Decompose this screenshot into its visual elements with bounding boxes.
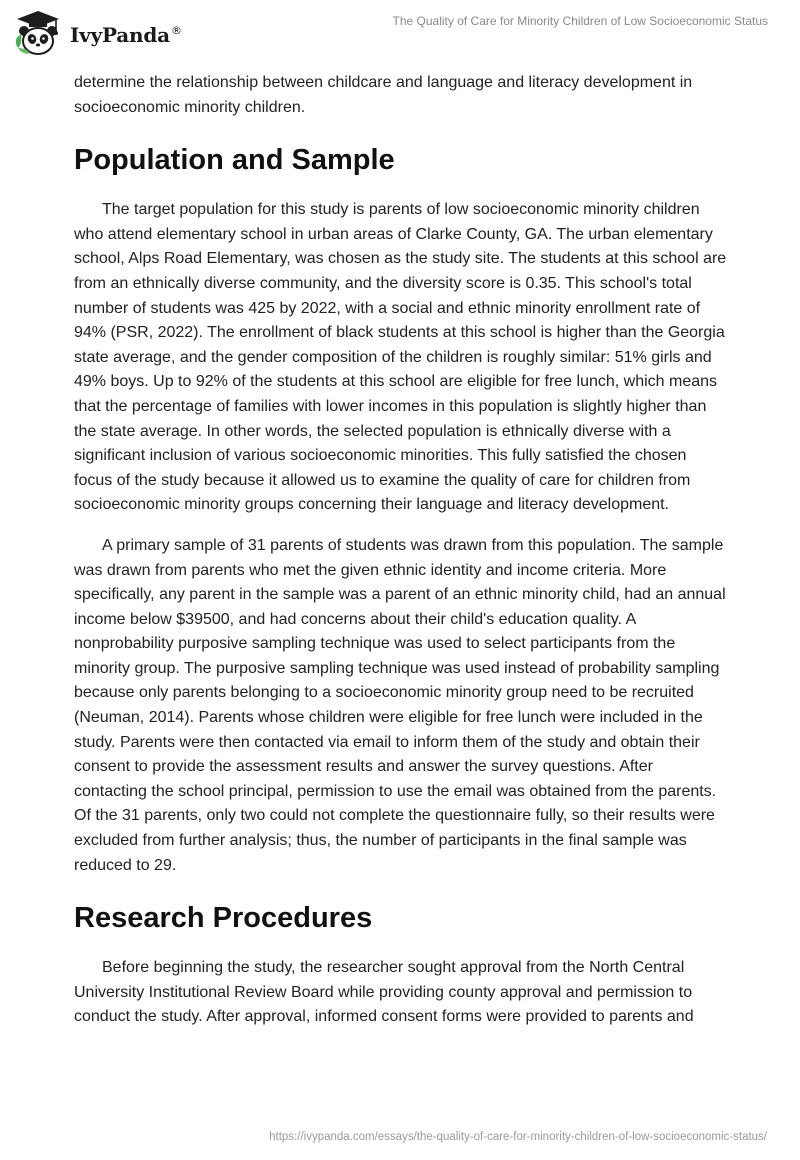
intro-paragraph: determine the relationship between childcare and language and literacy development in socioeconomic minority children. xyxy=(74,74,693,116)
document-title: The Quality of Care for Minority Children of Low Socioeconomic Status xyxy=(392,14,768,28)
paragraph-population-1: The target population for this study is parents of low socioeconomic minority children who attend elementary school in urban areas of Clarke County, GA. The urban elementary school, Alps Road Elementary, was chosen as the study site. The students at this school are from an ethnically diverse community, and the diversity score is 0.35. This school's total number of students was 425 by 2022, with a social and ethnic minority enrollment rate of 94% (PSR, 2022). The enrollment of black students at this school is higher than the Georgia state average, and the gender composition of the children is roughly similar: 51% girls and 49% boys. Up to 92% of the students at this school are eligible for free lunch, which means that the percentage of families with lower incomes in this population is slightly higher than the state average. In other words, the selected population is ethnically diverse with a significant inclusion of various socioeconomic minorities. This fully satisfied the chosen focus of the study because it allowed us to examine the quality of care for children from socioeconomic minority groups concerning their language and literacy development. xyxy=(74,201,727,514)
panda-graduate-icon xyxy=(12,8,64,60)
paragraph-procedures-1: Before beginning the study, the researcher sought approval from the North Central University Institutional Review Board while providing county approval and permission to conduct the study. After approval, informed consent forms were provided to parents and xyxy=(74,959,694,1026)
logo-text: IvyPanda xyxy=(70,23,170,47)
ivypanda-logo[interactable] xyxy=(12,8,182,60)
footer-source-url[interactable]: https://ivypanda.com/essays/the-quality-of-care-for-minority-children-of-low-socioeconomic-status/ xyxy=(269,1131,767,1143)
page-header xyxy=(0,0,800,70)
paragraph-population-2: A primary sample of 31 parents of students was drawn from this population. The sample was drawn from parents who met the given ethnic identity and income criteria. More specifically, any parent in the sample was a parent of an ethnic minority child, had an annual income below $39500, and had concerns about their child's education quality. A nonprobability purposive sampling technique was used to select participants from the minority group. The purposive sampling technique was used instead of probability sampling because only parents belonging to a socioeconomic minority group need to be recruited (Neuman, 2014). Parents whose children were eligible for free lunch were included in the study. Parents were then contacted via email to inform them of the study and obtain their consent to provide the assessment results and answer the survey questions. After contacting the school principal, permission to use the email was obtained from the parents. Of the 31 parents, only two could not complete the questionnaire fully, so their results were excluded from further analysis; thus, the number of participants in the final sample was reduced to 29. xyxy=(74,536,726,874)
registered-mark: ® xyxy=(170,24,182,38)
logo-wordmark xyxy=(70,23,182,47)
essay-content xyxy=(74,70,728,1030)
section-heading-procedures: Research Procedures xyxy=(74,902,373,935)
section-heading-population: Population and Sample xyxy=(74,144,395,177)
